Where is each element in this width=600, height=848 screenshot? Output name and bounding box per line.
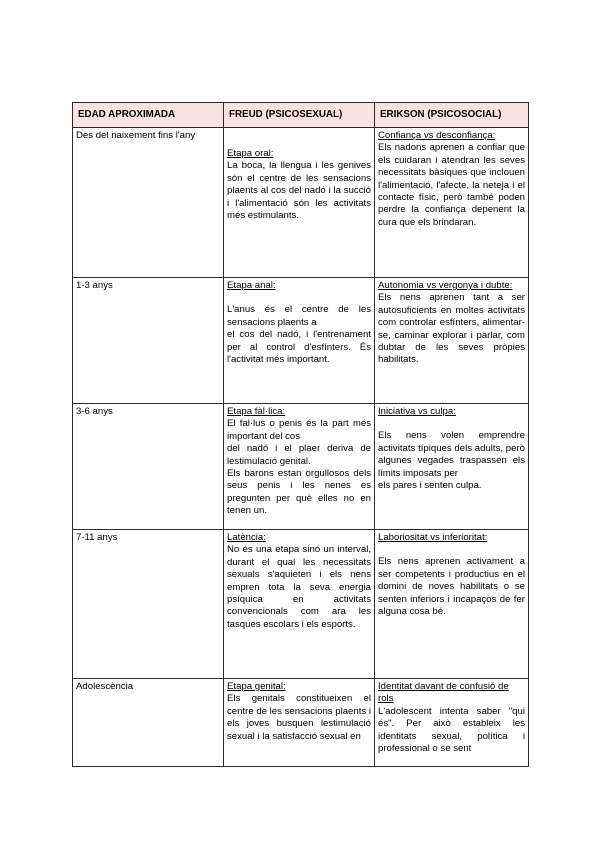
age-cell: Des del naixement fins l'any (73, 128, 224, 278)
erikson-cell (375, 278, 529, 404)
erikson-stage-description: Els nadons aprenen a confiar que els cuidaran i atendran les seves necessitats bàsiques que inclouen l'alimentació, l'afecte, la neteja i el contacte físic, però també poden perdre la confiança depenent la cura que els brindaran. (378, 142, 525, 228)
table-row (73, 128, 529, 278)
freud-stage-description: El fal·lus o penis és la part més important del cos del nadó i el plaer deriva de lestimulació genital. Els barons estan orgullosos dels seus penis i les nenes es pregunten per què elles no en tenen un. (227, 418, 371, 517)
freud-stage-description: La boca, la llengua i les genives són el centre de les sensacions plaents al cos del nadó i la succió i l'alimentació són les activitats més estimulants. (227, 160, 371, 222)
erikson-stage-title: Autonomia vs vergonya i dubte: (378, 280, 513, 291)
freud-stage-title: Etapa oral: (227, 148, 274, 159)
erikson-cell (375, 530, 529, 679)
freud-stage-description: Els genitals constitueixen el centre de les sensacions plaents i els joves busquen lestimulació sexual i la satisfacció sexual en (227, 693, 371, 742)
table-row (73, 530, 529, 679)
erikson-stage-title: Confiança vs desconfiança: (378, 130, 496, 141)
freud-stage-description: L'anus és el centre de les sensacions plaents a el cos del nadó, i l'entrenament per al control d'esfínters. És l'activitat més important. (227, 304, 371, 366)
header-erikson: ERIKSON (PSICOSOCIAL) (375, 103, 529, 128)
age-cell: 3-6 anys (73, 404, 224, 530)
age-cell: Adolescència (73, 679, 224, 767)
table-header-row (73, 103, 529, 128)
freud-stage-title: Latència: (227, 532, 266, 543)
freud-stage-title: Etapa fàl·lica: (227, 406, 286, 417)
table-row (73, 404, 529, 530)
freud-stage-description: No és una etapa sinó un interval, durant el qual les necessitats sexuals s'aquieten i els nens empren tota la seva energia psíquica en activitats convencionals com ara les tasques escolars i els esports. (227, 544, 371, 630)
freud-cell (224, 530, 375, 679)
header-freud: FREUD (PSICOSEXUAL) (224, 103, 375, 128)
erikson-cell (375, 679, 529, 767)
table-row (73, 278, 529, 404)
freud-stage-title: Etapa genital: (227, 681, 286, 692)
freud-cell (224, 679, 375, 767)
erikson-stage-title: Identitat davant de confusió de rols (378, 681, 509, 705)
erikson-stage-description: Els nens aprenen activament a ser competents i productius en el domini de noves habilitats o se senten inferiors i incapaços de fer alguna cosa bé. (378, 556, 525, 618)
age-cell: 7-11 anys (73, 530, 224, 679)
freud-cell (224, 128, 375, 278)
age-cell: 1-3 anys (73, 278, 224, 404)
header-age: EDAD APROXIMADA (73, 103, 224, 128)
freud-stage-title: Etapa anal: (227, 280, 276, 291)
erikson-cell (375, 128, 529, 278)
erikson-stage-description: Els nens aprenen tant a ser autosuficients en moltes activitats com controlar esfínters, alimentar-se, caminar explorar i parlar, com dubtar de les seves pròpies habilitats. (378, 292, 525, 366)
erikson-cell (375, 404, 529, 530)
development-stages-table (72, 102, 529, 767)
erikson-stage-description: Els nens volen emprendre activitats típiques dels adults, però algunes vegades traspassen els límits imposats per els pares i senten culpa. (378, 430, 525, 492)
erikson-stage-title: Laboriositat vs inferioritat: (378, 532, 488, 543)
erikson-stage-description: L'adolescent intenta saber "qui és". Per això estableix les identitats sexual, política i professional o se sent (378, 705, 525, 755)
table-row (73, 679, 529, 767)
freud-cell (224, 404, 375, 530)
freud-cell (224, 278, 375, 404)
erikson-stage-title: Iniciativa vs culpa: (378, 406, 456, 417)
